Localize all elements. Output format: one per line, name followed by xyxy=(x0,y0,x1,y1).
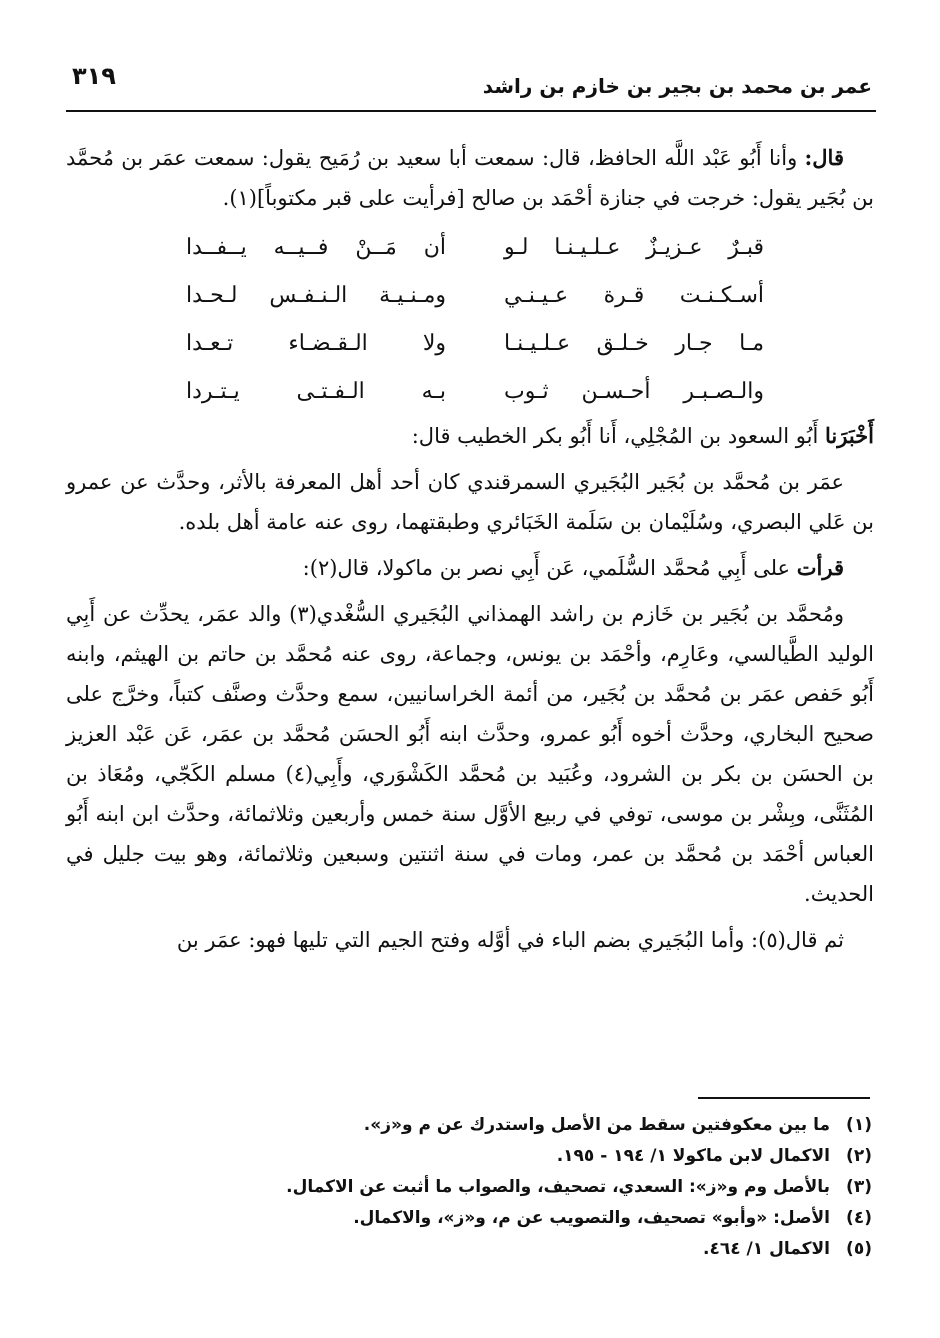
paragraph-4 xyxy=(66,548,874,588)
paragraph-5: ومُحمَّد بن بُجَير بن خَازم بن راشد الهمذاني البُجَيري السُّغْدي(٣) والد عمَر، يحدِّث عن أَبِي الوليد الطَّيالسي، وعَارِم، وأحْمَد بن يونس، وجماعة، روى عنه مُحمَّد بن حاتم بن الهيثم، وابنه أَبُو حَفص عمَر بن مُحمَّد بن بُجَير، من أئمة الخراسانيين، سمع وحدَّث وصنَّف كتباً، وخرَّج على صحيح البخاري، وحدَّث أخوه أَبُو عمرو، وحدَّث ابنه أَبُو الحسَن مُحمَّد بن عمَر، عَن عَبْد العزيز بن الحسَن بن بكر بن الشرود، وعُبَيد بن مُحمَّد الكَشْوَري، وأَبِي(٤) مسلم الكَجّي، ومُعَاذ بن المُثَنَّى، وبِشْر بن موسى، توفي في ربيع الأوَّل سنة خمس وأربعين وثلاثمائة، وحدَّث ابن ابنه أَبُو العباس أحْمَد بن مُحمَّد بن عمر، ومات في سنة اثنتين وسبعين وثلاثمائة، وهو بيت جليل في الحديث. xyxy=(66,602,875,906)
footnote xyxy=(200,1234,872,1265)
page-number: ٣١٩ xyxy=(72,62,116,90)
verse-line xyxy=(186,224,764,272)
footnote-text: الأصل: «وأبو» تصحيف، والتصويب عن م، و«ز»، والاكمال. xyxy=(353,1208,830,1228)
paragraph-1 xyxy=(66,138,874,218)
footnote-text: ما بين معكوفتين سقط من الأصل واستدرك عن م و«ز». xyxy=(363,1115,830,1135)
footnote-text: الاكمال لابن ماكولا ١/ ١٩٤ - ١٩٥. xyxy=(556,1146,830,1166)
verse-second-hemistich: أن مَــنْ فــيــه يــفــدا xyxy=(186,235,446,260)
paragraph-2 xyxy=(66,416,874,456)
footnote-number: (٥) xyxy=(846,1239,872,1259)
footnote xyxy=(200,1203,872,1234)
verse-line xyxy=(186,320,764,368)
footnote-text: الاكمال ١/ ٤٦٤. xyxy=(703,1239,830,1259)
verse-first-hemistich: مـا جـار خـلـق عـلـيـنـا xyxy=(504,331,764,356)
paragraph-3: عمَر بن مُحمَّد بن بُجَير البُجَيري السمرقندي كان أحد أهل المعرفة بالأثر، وحدَّث عن عمرو بن عَلي البصري، وسُلَيْمان بن سَلَمة الخَبَائري وطبقتهما، روى عنه عامة أهل بلده. xyxy=(66,470,874,534)
header-rule xyxy=(66,110,876,112)
verse-second-hemistich: بـه الـفـتـى يـتـردا xyxy=(186,379,446,404)
footnote xyxy=(200,1141,872,1172)
footnote-number: (٢) xyxy=(846,1146,872,1166)
paragraph-6: ثم قال(٥): وأما البُجَيري بضم الباء في أوَّله وفتح الجيم التي تليها فهو: عمَر بن xyxy=(176,928,844,952)
paragraph-text: وأنا أَبُو عَبْد اللَّه الحافظ، قال: سمعت أبا سعيد بن رُمَيح يقول: سمعت عمَر بن مُحمَّد بن بُجَير يقول: خرجت في جنازة أحْمَد بن صالح [فرأيت على قبر مكتوباً](١). xyxy=(66,146,874,210)
footnote xyxy=(200,1110,872,1141)
paragraph-text: على أَبِي مُحمَّد السُّلَمي، عَن أَبِي نصر بن ماكولا، قال(٢): xyxy=(302,556,797,580)
footnotes xyxy=(200,1110,872,1265)
verse-first-hemistich: أسـكـنـت قـرة عـيـنـي xyxy=(504,283,764,308)
main-text xyxy=(66,138,874,960)
footnote-number: (٤) xyxy=(846,1208,872,1228)
footnote-number: (٣) xyxy=(846,1177,872,1197)
footnote-number: (١) xyxy=(846,1115,872,1135)
verse-line xyxy=(186,368,764,416)
footnote xyxy=(200,1172,872,1203)
paragraph-text: أَبُو السعود بن المُجْلِي، أَنا أَبُو بكر الخطيب قال: xyxy=(411,424,826,448)
footnote-text: بالأصل وم و«ز»: السعدي، تصحيف، والصواب ما أثبت عن الاكمال. xyxy=(286,1177,830,1197)
footnote-rule xyxy=(698,1097,870,1099)
paragraph-lead: قال: xyxy=(804,145,844,170)
verse-second-hemistich: ومـنـيـة الـنـفـس لـحـدا xyxy=(186,283,446,308)
running-head: عمر بن محمد بن بجير بن خازم بن راشد xyxy=(482,74,872,98)
verse-second-hemistich: ولا الـقـضـاء تـعـدا xyxy=(186,331,446,356)
verse-first-hemistich: قبـرٌ عـزيـزٌ عـلـيـنـا لـو xyxy=(504,235,764,260)
verse-line xyxy=(186,272,764,320)
paragraph-lead: قرأت xyxy=(796,555,844,580)
paragraph-lead: أَخْبَرَنا xyxy=(825,423,874,448)
verse-first-hemistich: والـصـبـر أحـسـن ثـوب xyxy=(504,379,764,404)
